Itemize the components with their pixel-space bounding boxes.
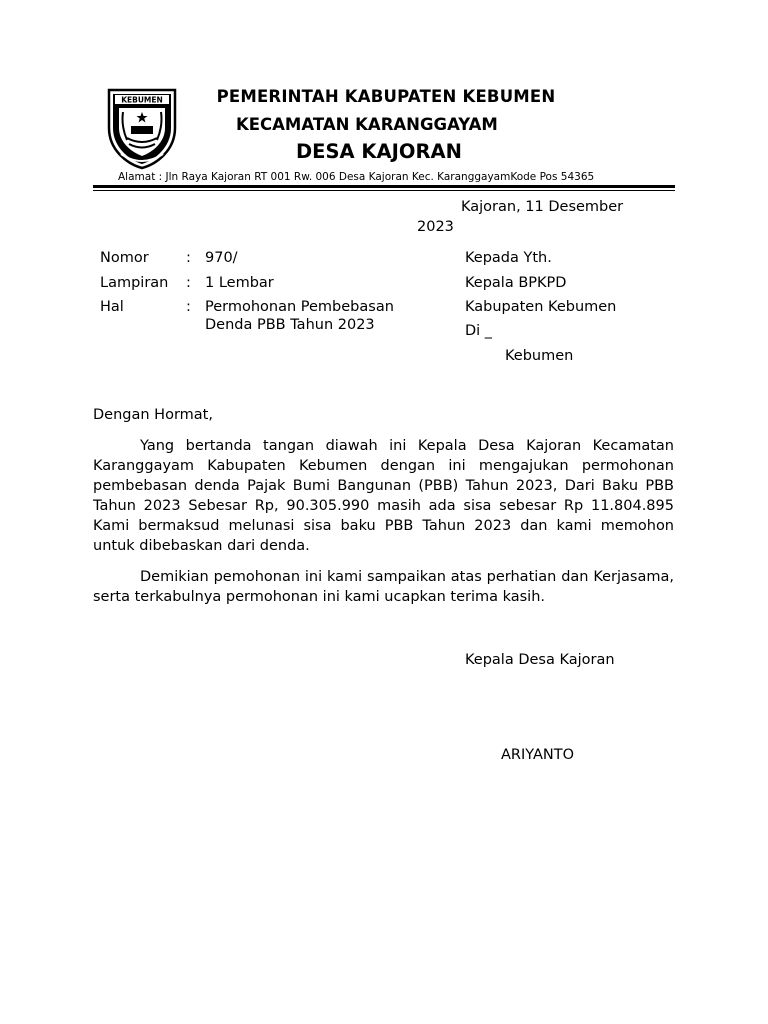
meta-label-lampiran: Lampiran bbox=[100, 275, 169, 291]
body-paragraph-1: Yang bertanda tangan diawah ini Kepala Desa Kajoran Kecamatan Karanggayam Kabupaten Kebumen dengan ini mengajukan permohonan pembebasan denda Pajak Bumi Bangunan (PBB) Tahun 2023, Dari Baku PBB Tahun 2023 Sebesar Rp, 90.305.990 masih ada sisa sebesar Rp 11.804.895 Kami bermaksud melunasi sisa baku PBB Tahun 2023 dan kami memohon untuk dibebaskan dari denda. bbox=[93, 438, 674, 554]
signature-name: ARIYANTO bbox=[501, 747, 575, 763]
recipient-regency: Kabupaten Kebumen bbox=[465, 299, 617, 315]
recipient-office: Kepala BPKPD bbox=[465, 275, 567, 291]
meta-value-lampiran: 1 Lembar bbox=[205, 275, 274, 291]
meta-colon: : bbox=[186, 299, 191, 315]
meta-value-nomor: 970/ bbox=[205, 250, 238, 266]
meta-value-hal: Permohonan Pembebasan bbox=[205, 299, 394, 315]
meta-value-hal-continued: Denda PBB Tahun 2023 bbox=[205, 317, 375, 333]
meta-label-hal: Hal bbox=[100, 299, 124, 315]
meta-colon: : bbox=[186, 275, 191, 291]
letterhead-government-title: PEMERINTAH KABUPATEN KEBUMEN bbox=[216, 87, 556, 106]
letterhead-village-title: DESA KAJORAN bbox=[296, 140, 462, 163]
body-paragraph-2: Demikian pemohonan ini kami sampaikan atas perhatian dan Kerjasama, serta terkabulnya permohonan ini kami ucapkan terima kasih. bbox=[93, 569, 674, 605]
letterhead-district-title: KECAMATAN KARANGGAYAM bbox=[236, 115, 498, 134]
place-date-year: 2023 bbox=[417, 219, 454, 235]
recipient-di: Di _ bbox=[465, 323, 493, 339]
meta-label-nomor: Nomor bbox=[100, 250, 149, 266]
recipient-city: Kebumen bbox=[505, 348, 574, 364]
greeting: Dengan Hormat, bbox=[93, 407, 213, 423]
signature-title: Kepala Desa Kajoran bbox=[465, 652, 615, 668]
place-date: Kajoran, 11 Desember bbox=[461, 199, 624, 215]
kebumen-coat-of-arms-logo bbox=[107, 88, 177, 170]
letterhead-divider-thin bbox=[93, 190, 675, 191]
recipient-salutation: Kepada Yth. bbox=[465, 250, 552, 266]
letterhead-divider-thick bbox=[93, 185, 675, 188]
meta-colon: : bbox=[186, 250, 191, 266]
svg-text:KEBUMEN: KEBUMEN bbox=[121, 95, 163, 105]
letterhead-address: Alamat : Jln Raya Kajoran RT 001 Rw. 006 Desa Kajoran Kec. KaranggayamKode Pos 54365 bbox=[118, 171, 595, 183]
